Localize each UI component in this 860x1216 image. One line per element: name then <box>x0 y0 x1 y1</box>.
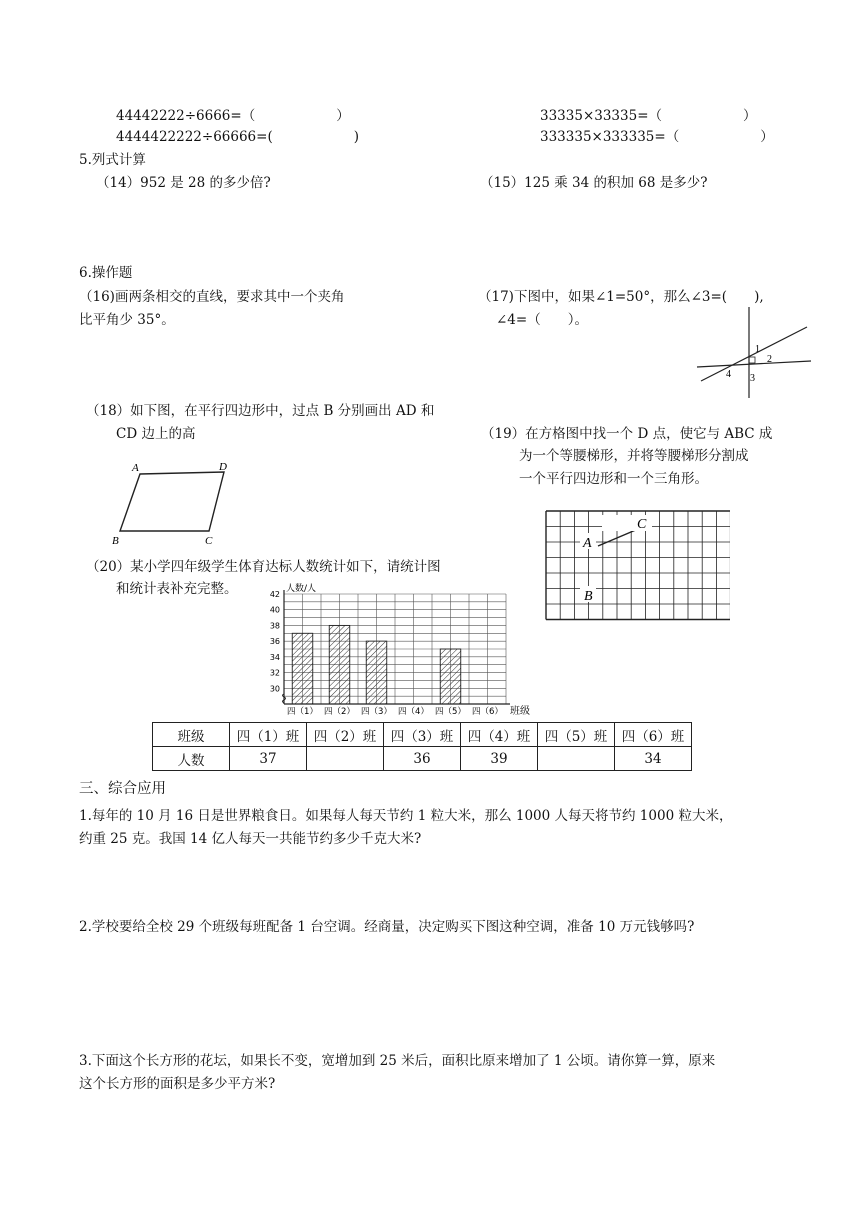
table-cell: 班级 <box>153 723 230 747</box>
chart-y-tick-label: 36 <box>269 637 280 647</box>
question-20-line1: （20）某小学四年级学生体育达标人数统计如下，请统计图 <box>86 559 441 575</box>
table-cell: 四（6）班 <box>615 723 692 747</box>
chart-y-ticks <box>270 590 280 693</box>
table-cell: 四（1）班 <box>230 723 307 747</box>
right-angle-mark <box>749 357 755 363</box>
table-header-row <box>153 723 692 747</box>
question-16-line1: （16)画两条相交的直线，要求其中一个夹角 <box>79 289 345 305</box>
vertex-label-d: D <box>219 461 227 473</box>
equation-4: 333335×333335=（ ） <box>540 129 774 145</box>
intersecting-lines-figure <box>695 305 815 400</box>
question-18-line2: CD 边上的高 <box>116 426 196 442</box>
chart-x-tick-label: 四（4） <box>398 707 429 717</box>
table-cell: 39 <box>461 747 538 771</box>
problem-3-line1: 3.下面这个长方形的花坛，如果长不变，宽增加到 25 米后，面积比原来增加了 1 公顷。请你算一算，原来 <box>79 1053 716 1069</box>
chart-x-tick-label: 四（5） <box>435 707 466 717</box>
vertex-label-a: A <box>132 462 139 474</box>
question-14: （14）952 是 28 的多少倍? <box>96 175 271 191</box>
table-cell: 四（3）班 <box>384 723 461 747</box>
angle-label-2: 2 <box>767 354 772 365</box>
chart-bar <box>292 633 313 704</box>
table-cell: 四（4）班 <box>461 723 538 747</box>
angle-label-4: 4 <box>726 369 731 380</box>
question-19-line2: 为一个等腰梯形，并将等腰梯形分割成 <box>519 448 749 464</box>
chart-y-tick-label: 34 <box>269 652 280 662</box>
point-label-b: B <box>584 589 593 604</box>
chart-y-tick-label: 38 <box>269 621 280 631</box>
section-3-title: 三、综合应用 <box>79 781 166 797</box>
chart-x-tick-label: 四（3） <box>361 707 392 717</box>
chart-x-tick-label: 四（2） <box>324 707 355 717</box>
segment-ac <box>598 529 638 546</box>
chart-y-tick-label: 30 <box>269 684 280 694</box>
bar-chart <box>262 578 542 720</box>
table-cell: 37 <box>230 747 307 771</box>
chart-y-tick-label: 40 <box>269 605 280 615</box>
point-label-c: C <box>637 517 647 532</box>
table-cell: 34 <box>615 747 692 771</box>
chart-bar <box>366 641 387 704</box>
problem-1-line2: 约重 25 克。我国 14 亿人每天一共能节约多少千克大米? <box>79 831 422 847</box>
question-17-line1: （17)下图中，如果∠1=50°，那么∠3=( ), <box>478 289 764 305</box>
chart-x-tick-label: 四（1） <box>287 707 318 717</box>
question-19-line3: 一个平行四边形和一个三角形。 <box>519 471 708 487</box>
chart-y-tick-label: 32 <box>269 668 280 678</box>
point-label-a: A <box>583 536 592 551</box>
angle-label-1: 1 <box>755 344 760 355</box>
parallelogram-figure <box>108 458 243 546</box>
section-6-title: 6.操作题 <box>79 265 133 281</box>
vertex-label-c: C <box>205 535 213 546</box>
section-5-title: 5.列式计算 <box>79 152 146 168</box>
equation-1: 44442222÷6666=（ ） <box>116 108 350 124</box>
horizontal-line <box>697 361 811 367</box>
table-row <box>153 747 692 771</box>
question-20-line2: 和统计表补充完整。 <box>116 581 238 597</box>
question-17-line2: ∠4=（ ）。 <box>496 312 588 328</box>
stats-table <box>152 722 692 771</box>
problem-3-line2: 这个长方形的面积是多少平方米? <box>79 1076 276 1092</box>
chart-bar <box>440 649 461 704</box>
chart-y-tick-label: 42 <box>269 590 280 599</box>
vertex-label-b: B <box>112 535 119 546</box>
chart-grid <box>284 594 506 704</box>
table-cell: 四（2）班 <box>307 723 384 747</box>
chart-x-ticks <box>287 707 503 717</box>
parallelogram-shape <box>120 472 224 531</box>
chart-x-label: 班级 <box>510 706 530 717</box>
equation-2: 4444422222÷66666=( ) <box>116 129 359 145</box>
table-cell <box>307 747 384 771</box>
question-18-line1: （18）如下图，在平行四边形中，过点 B 分别画出 AD 和 <box>86 403 435 419</box>
equation-3: 33335×33335=（ ） <box>540 108 757 124</box>
problem-2: 2.学校要给全校 29 个班级每班配备 1 台空调。经商量，决定购买下图这种空调，准备 10 万元钱够吗? <box>79 919 695 935</box>
table-cell: 人数 <box>153 747 230 771</box>
question-16-line2: 比平角少 35°。 <box>79 312 175 328</box>
table-cell: 36 <box>384 747 461 771</box>
chart-x-tick-label: 四（6） <box>472 707 503 717</box>
grid-figure <box>540 505 730 625</box>
question-15: （15）125 乘 34 的积加 68 是多少? <box>480 175 708 191</box>
angle-label-3: 3 <box>750 373 755 384</box>
table-cell: 四（5）班 <box>538 723 615 747</box>
problem-1-line1: 1.每年的 10 月 16 日是世界粮食日。如果每人每天节约 1 粒大米，那么 1000 人每天将节约 1000 粒大米， <box>79 808 733 824</box>
chart-bar <box>329 625 350 704</box>
chart-y-label: 人数/人 <box>286 584 317 594</box>
table-cell <box>538 747 615 771</box>
question-19-line1: （19）在方格图中找一个 D 点，使它与 ABC 成 <box>481 426 773 442</box>
